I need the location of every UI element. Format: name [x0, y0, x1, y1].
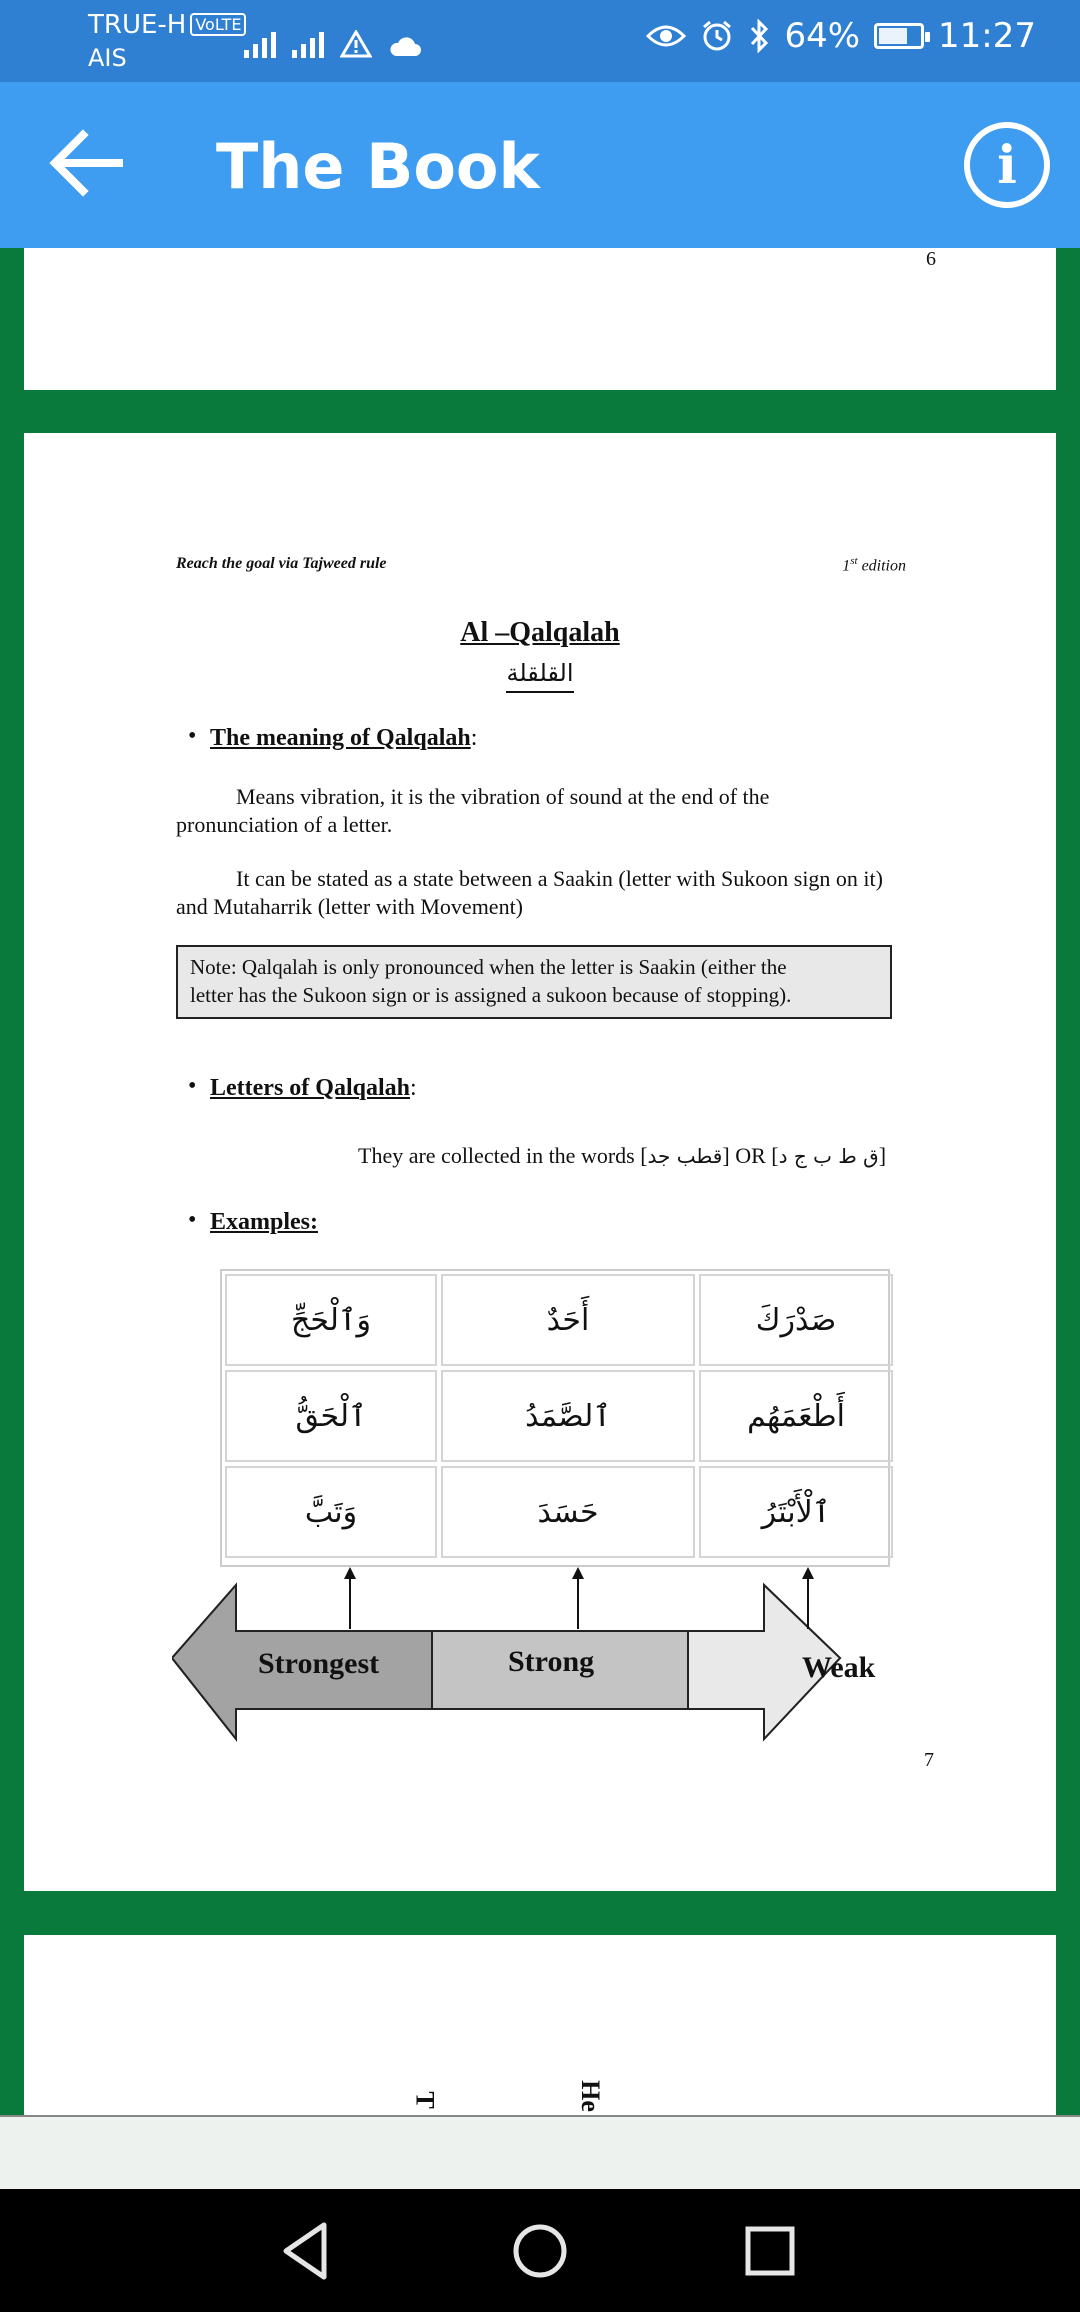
letters-arabic-words: قطب جد	[647, 1144, 723, 1168]
status-bar	[0, 0, 1080, 82]
page-number: 6	[926, 248, 936, 270]
app-bar	[0, 82, 1080, 248]
warning-icon	[340, 30, 372, 58]
arrow-left-icon	[47, 128, 123, 198]
carrier-primary	[88, 10, 246, 40]
pointer-head-left	[344, 1567, 356, 1579]
letters-heading-text: Letters of Qalqalah	[210, 1075, 410, 1101]
alarm-icon	[700, 19, 734, 53]
meaning-p2-line2: and Mutaharrik (letter with Movement)	[176, 894, 524, 919]
navigation-bar	[0, 2189, 1080, 2312]
letters-text-3: ]	[878, 1143, 887, 1168]
info-button[interactable]	[964, 122, 1050, 208]
letters-text-2: ] OR [	[722, 1143, 779, 1168]
examples-table	[220, 1269, 890, 1567]
edition-suffix: st	[850, 555, 858, 567]
letters-heading	[210, 1075, 417, 1102]
pointer-head-right	[802, 1567, 814, 1579]
signal-roaming-icon	[292, 32, 324, 58]
pointer-head-middle	[572, 1567, 584, 1579]
examples-heading	[210, 1209, 318, 1236]
battery-percent: 64%	[784, 16, 861, 56]
edition-text: edition	[857, 557, 906, 575]
pdf-page-next	[24, 1935, 1056, 2115]
clock: 11:27	[938, 16, 1036, 56]
meaning-paragraph-1	[176, 783, 956, 839]
pdf-page-current	[24, 433, 1056, 1891]
strongest-label: Strongest	[258, 1647, 380, 1680]
nav-recents-button[interactable]	[730, 2211, 810, 2291]
info-icon: i	[997, 134, 1017, 196]
example-cell: وَٱلْحَجِّ	[225, 1274, 437, 1366]
back-button[interactable]	[40, 118, 130, 208]
battery-icon	[874, 23, 924, 49]
eye-icon	[646, 23, 686, 49]
letters-text-1: They are collected in the words [	[358, 1143, 648, 1168]
note-box	[176, 945, 892, 1019]
meaning-heading-text: The meaning of Qalqalah	[210, 725, 471, 751]
app-title: The Book	[216, 130, 540, 203]
title-arabic-text: القلقلة	[506, 659, 573, 693]
meaning-paragraph-2	[176, 865, 956, 921]
status-right	[646, 16, 1036, 56]
bluetooth-icon	[748, 19, 770, 53]
meaning-p1-line2: pronunciation of a letter.	[176, 812, 393, 837]
example-cell: حَسَدَ	[441, 1466, 695, 1558]
page-title: Al –Qalqalah	[460, 617, 620, 648]
example-cell: ٱلْأَبْتَرُ	[699, 1466, 893, 1558]
meaning-heading	[210, 725, 477, 752]
volte-badge: VoLTE	[190, 13, 246, 36]
signal-icons	[244, 18, 422, 58]
example-cell: أَطْعَمَهُم	[699, 1370, 893, 1462]
note-line-2: letter has the Sukoon sign or is assigned a sukoon because of stopping).	[190, 983, 792, 1007]
example-cell: أَحَدٌ	[441, 1274, 695, 1366]
signal-strength-icon	[244, 32, 276, 58]
nav-recents-icon	[730, 2211, 810, 2291]
colon: :	[470, 725, 478, 751]
example-cell: صَدْرَكَ	[699, 1274, 893, 1366]
cloud-icon	[388, 36, 422, 58]
example-cell: وَتَبَّ	[225, 1466, 437, 1558]
weak-label: Weak	[802, 1651, 876, 1684]
note-line-1: Note: Qalqalah is only pronounced when the letter is Saakin (either the	[190, 955, 787, 979]
page-number: 7	[924, 1749, 934, 1771]
bottom-toolbar	[0, 2115, 1080, 2189]
meaning-p1-line1: Means vibration, it is the vibration of sound at the end of the	[236, 784, 770, 809]
edition-label	[842, 555, 906, 575]
running-header: Reach the goal via Tajweed rule	[176, 555, 387, 572]
nav-home-button[interactable]	[500, 2211, 580, 2291]
example-cell: ٱلْحَقُّ	[225, 1370, 437, 1462]
nav-home-icon	[500, 2211, 580, 2291]
page-title-arabic	[24, 659, 1056, 687]
examples-heading-text: Examples:	[210, 1209, 318, 1235]
rotated-text-2: He	[575, 2080, 605, 2112]
letters-sentence	[358, 1143, 886, 1169]
letters-arabic-letters: ق ط ب ج د	[778, 1144, 879, 1168]
strong-label: Strong	[508, 1645, 595, 1678]
colon: :	[409, 1075, 417, 1101]
nav-back-button[interactable]	[268, 2211, 348, 2291]
example-cell: ٱلصَّمَدُ	[441, 1370, 695, 1462]
carrier-secondary: AIS	[88, 44, 127, 72]
strength-scale	[172, 1567, 952, 1763]
nav-back-icon	[268, 2211, 348, 2291]
meaning-p2-line1: It can be stated as a state between a Saakin (letter with Sukoon sign on it)	[236, 866, 883, 891]
carrier-primary-label: TRUE-H	[88, 10, 187, 40]
battery-fill	[879, 28, 907, 44]
rotated-text-1: T	[410, 2091, 440, 2109]
edition-number: 1	[842, 557, 851, 575]
pdf-page-previous	[24, 248, 1056, 390]
